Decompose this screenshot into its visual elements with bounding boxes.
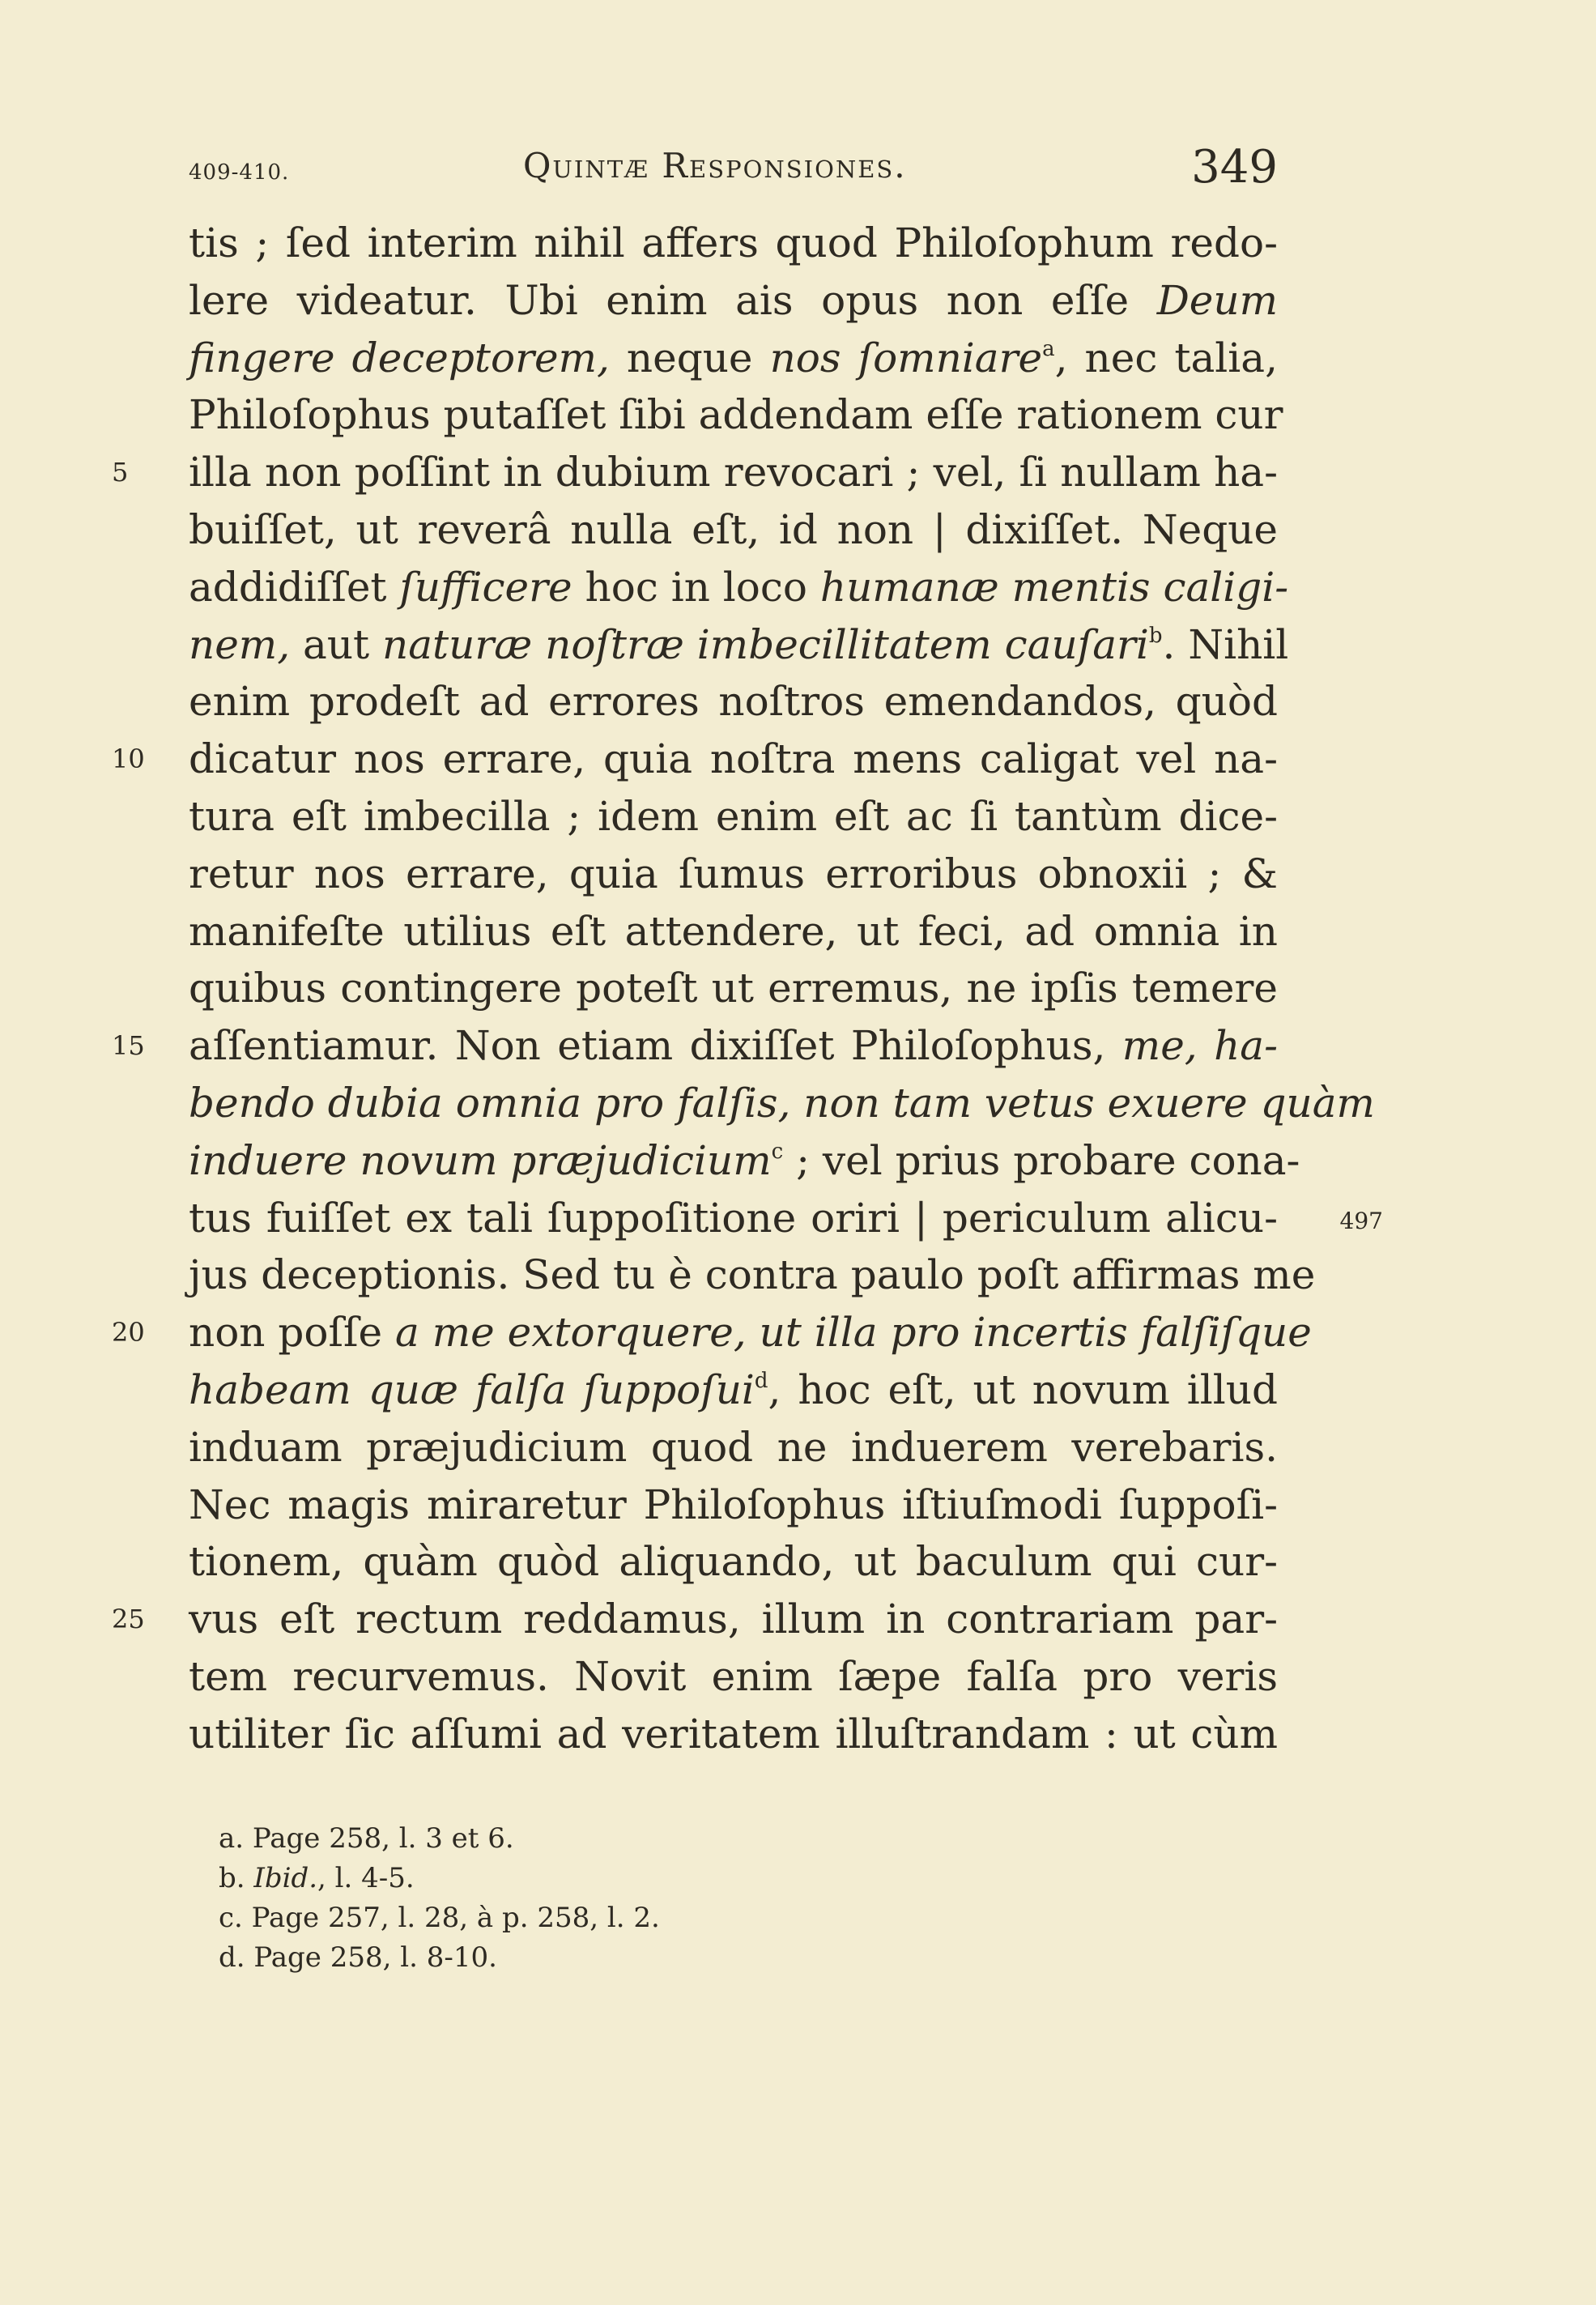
text-line bbox=[112, 444, 1278, 501]
footnote-marker: d bbox=[754, 1368, 768, 1393]
footnote-marker: b bbox=[1148, 623, 1163, 648]
text-line bbox=[189, 903, 1278, 961]
text-segment: hoc in loco bbox=[572, 563, 820, 611]
text-line bbox=[112, 1591, 1278, 1648]
text-line bbox=[189, 1361, 1278, 1419]
text-segment: , nec talia, bbox=[1054, 334, 1278, 381]
text-line bbox=[189, 272, 1278, 330]
line-number: 25 bbox=[112, 1604, 145, 1635]
text-line bbox=[189, 1476, 1278, 1534]
footnote bbox=[219, 1938, 660, 1978]
text-line bbox=[189, 960, 1278, 1017]
text-segment: neque bbox=[609, 334, 770, 381]
italic-text: Deum bbox=[1156, 276, 1278, 324]
footnote-text: Page 258, l. 8-10. bbox=[253, 1941, 497, 1974]
text-segment: Philoſophus putaſſet ſibi addendam eſſe rationem cur bbox=[189, 391, 1283, 439]
text-line bbox=[189, 330, 1278, 387]
text-line bbox=[189, 559, 1289, 616]
italic-text: me, ha- bbox=[1121, 1022, 1278, 1070]
italic-text: induere novum præjudicium bbox=[189, 1136, 772, 1184]
footnote-text: Page 258, l. 3 et 6. bbox=[252, 1822, 514, 1855]
text-line bbox=[189, 616, 1289, 674]
header-title: Quintæ Responsiones. bbox=[523, 146, 907, 185]
header-page-number: 349 bbox=[1191, 141, 1278, 194]
text-segment: tem recurvemus. Novit enim ſæpe falſa pro veris bbox=[189, 1652, 1278, 1700]
text-segment: Nec magis miraretur Philoſophus iſtiuſmodi ſuppoſi- bbox=[189, 1481, 1278, 1528]
italic-text: nem, bbox=[189, 620, 291, 668]
text-line bbox=[112, 1304, 1312, 1361]
footnote-mark: d. bbox=[219, 1941, 245, 1974]
text-line bbox=[189, 1246, 1316, 1304]
text-line bbox=[189, 1075, 1375, 1132]
footnote-mark: b. bbox=[219, 1862, 245, 1894]
text-segment: . Nihil bbox=[1162, 620, 1289, 668]
italic-text: ſufficere bbox=[399, 563, 572, 611]
text-line bbox=[189, 1706, 1278, 1763]
footnote-mark: a. bbox=[219, 1822, 245, 1855]
footnote bbox=[219, 1898, 660, 1938]
line-number: 20 bbox=[112, 1317, 145, 1348]
text-segment: dicatur nos errare, quia noſtra mens caligat vel na- bbox=[189, 735, 1278, 783]
text-segment: ; vel prius probare cona- bbox=[783, 1136, 1300, 1184]
running-header bbox=[189, 138, 1278, 194]
text-line bbox=[189, 846, 1278, 903]
footnote-ref: Ibid. bbox=[253, 1862, 318, 1894]
line-number: 15 bbox=[112, 1030, 145, 1062]
text-segment: vus eſt rectum reddamus, illum in contrariam par- bbox=[189, 1596, 1278, 1643]
footnote bbox=[219, 1819, 660, 1859]
text-segment: enim prodeſt ad errores noſtros emendandos, quòd bbox=[189, 678, 1278, 726]
text-segment: quibus contingere poteſt ut erremus, ne ipſis temere bbox=[189, 965, 1278, 1012]
text-segment: manifeſte utilius eſt attendere, ut feci, ad omnia in bbox=[189, 907, 1278, 955]
footnote-marker: a bbox=[1042, 336, 1055, 361]
text-segment: illa non poſſint in dubium revocari ; vel, ſi nullam ha- bbox=[189, 449, 1278, 496]
text-line bbox=[189, 1419, 1278, 1476]
text-segment: non poſſe bbox=[189, 1309, 396, 1357]
text-segment: aut bbox=[290, 620, 383, 668]
text-segment: , hoc eſt, ut novum illud bbox=[768, 1366, 1278, 1413]
italic-text: fingere deceptorem, bbox=[189, 334, 610, 381]
text-segment: jus deceptionis. Sed tu è contra paulo poſt affirmas me bbox=[189, 1251, 1316, 1299]
text-segment: induam præjudicium quod ne induerem verebaris. bbox=[189, 1423, 1278, 1471]
italic-text: naturæ noſtræ imbecillitatem cauſari bbox=[382, 620, 1149, 668]
text-segment: tionem, quàm quòd aliquando, ut baculum qui cur- bbox=[189, 1538, 1278, 1586]
text-line bbox=[189, 1648, 1278, 1706]
text-segment: tura eſt imbecilla ; idem enim eſt ac ſi tantùm dice- bbox=[189, 792, 1278, 840]
text-line bbox=[189, 215, 1278, 272]
margin-page-number: 497 bbox=[1339, 1207, 1383, 1234]
text-segment: aſſentiamur. Non etiam dixiſſet Philoſophus, bbox=[189, 1022, 1122, 1070]
footnote-text: Page 257, l. 28, à p. 258, l. 2. bbox=[251, 1902, 660, 1934]
footnote bbox=[219, 1859, 660, 1898]
footnote-text: , l. 4-5. bbox=[317, 1862, 415, 1894]
text-line bbox=[112, 731, 1278, 788]
line-number: 5 bbox=[112, 457, 129, 488]
line-number: 10 bbox=[112, 743, 145, 775]
text-line bbox=[189, 1132, 1300, 1190]
text-segment: retur nos errare, quia ſumus erroribus obnoxii ; & bbox=[189, 850, 1278, 897]
body-text bbox=[112, 215, 1383, 1763]
text-segment: addidiſſet bbox=[189, 563, 400, 611]
footnote-marker: c bbox=[771, 1139, 784, 1164]
footnotes bbox=[219, 1819, 660, 1978]
text-line bbox=[189, 788, 1278, 846]
text-line bbox=[189, 1190, 1383, 1247]
text-line bbox=[112, 1017, 1278, 1075]
text-line bbox=[189, 501, 1278, 559]
italic-text: habeam quæ falſa ſuppoſui bbox=[189, 1366, 755, 1413]
italic-text: a me extorquere, ut illa pro incertis falſiſque bbox=[395, 1309, 1312, 1357]
text-segment: tis ; ſed interim nihil affers quod Philoſophum redo- bbox=[189, 219, 1278, 266]
italic-text: humanæ mentis caligi- bbox=[819, 563, 1289, 611]
text-line bbox=[189, 386, 1283, 444]
footnote-mark: c. bbox=[219, 1902, 243, 1934]
text-segment: utiliter ſic aſſumi ad veritatem illuſtrandam : ut cùm bbox=[189, 1710, 1278, 1758]
text-segment: buiſſet, ut reverâ nulla eſt, id non | dixiſſet. Neque bbox=[189, 505, 1278, 553]
text-line bbox=[189, 1533, 1278, 1591]
text-line bbox=[189, 673, 1278, 731]
header-page-range: 409-410. bbox=[189, 160, 290, 185]
italic-text: nos ſomniare bbox=[769, 334, 1043, 381]
text-segment: tus fuiſſet ex tali ſuppoſitione oriri | periculum alicu- bbox=[189, 1194, 1278, 1242]
text-segment: lere videatur. Ubi enim ais opus non eſſe bbox=[189, 276, 1157, 324]
italic-text: bendo dubia omnia pro falſis, non tam vetus exuere quàm bbox=[189, 1079, 1375, 1127]
